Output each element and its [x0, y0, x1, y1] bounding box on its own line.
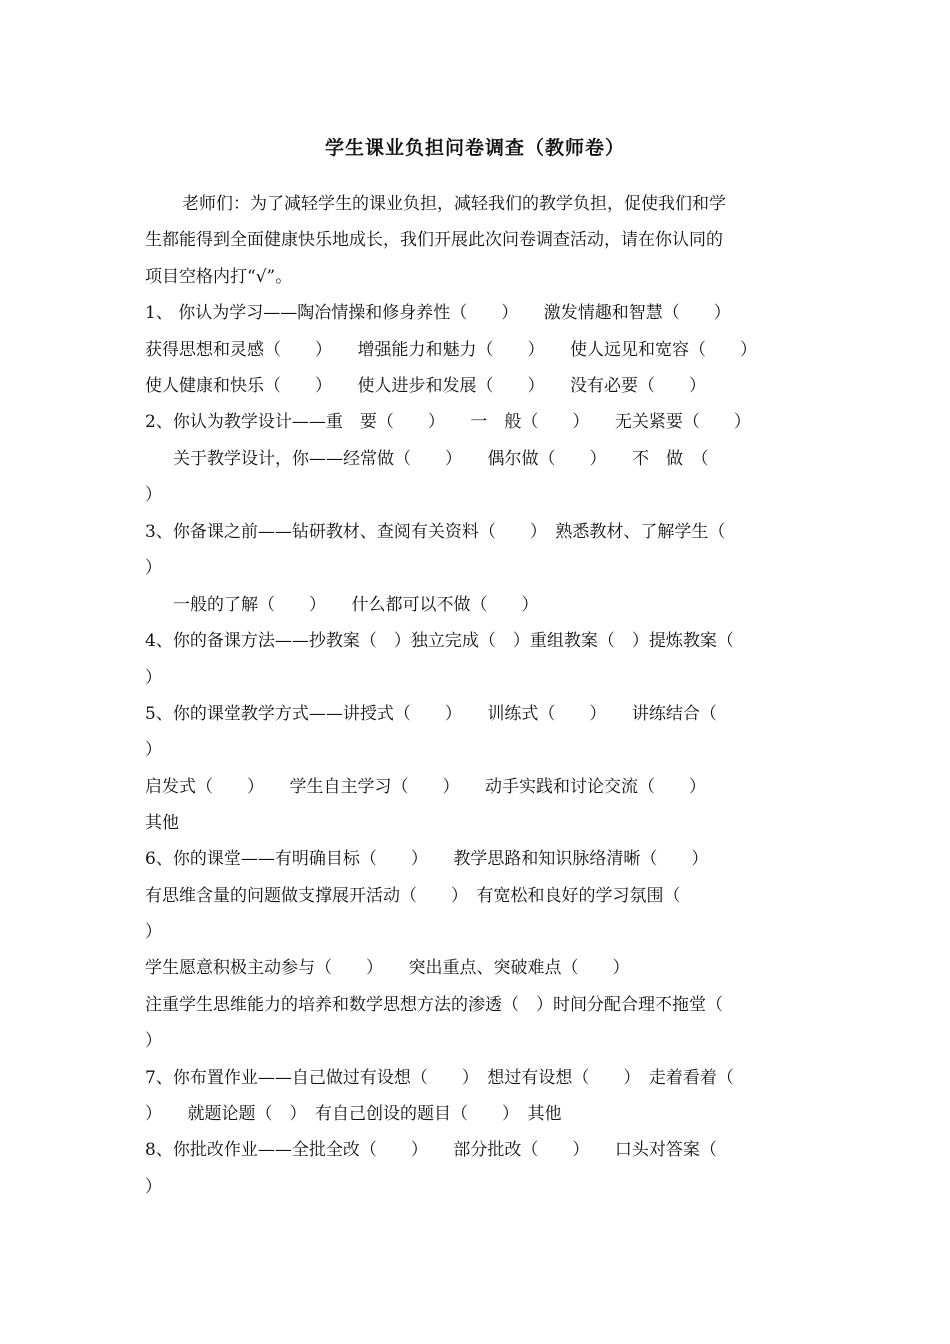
text-line-q7-b: ） 就题论题（ ） 有自己创设的题目（ ） 其他	[145, 1104, 562, 1124]
text-line-intro-1: 老师们：为了减轻学生的课业负担，减轻我们的教学负担，促使我们和学	[182, 194, 726, 214]
text-line-q2-c: ）	[145, 485, 162, 505]
text-line-q6-c: ）	[145, 922, 162, 942]
text-line-q6-e: 注重学生思维能力的培养和数学思想方法的渗透（ ）时间分配合理不拖堂（	[145, 995, 723, 1015]
text-line-q8-a: 8、你批改作业——全批全改（ ） 部分批改（ ） 口头对答案（	[145, 1140, 717, 1160]
text-line-q6-b: 有思维含量的问题做支撑展开活动（ ） 有宽松和良好的学习氛围（	[145, 886, 681, 906]
text-line-intro-2: 生都能得到全面健康快乐地成长，我们开展此次问卷调查活动，请在你认同的	[145, 230, 723, 250]
document-title: 学生课业负担问卷调查（教师卷）	[324, 137, 625, 159]
text-line-intro-3: 项目空格内打“√”。	[145, 267, 293, 287]
text-line-q5-b: ）	[145, 740, 162, 760]
text-line-q6-d: 学生愿意积极主动参与（ ） 突出重点、突破难点（ ）	[145, 958, 630, 978]
text-line-q3-a: 3、你备课之前——钻研教材、查阅有关资料（ ） 熟悉教材、了解学生（	[145, 522, 726, 542]
text-line-q5-d: 其他	[145, 813, 179, 833]
text-line-q1-a: 1、 你认为学习——陶冶情操和修身养性（ ） 激发情趣和智慧（ ）	[145, 303, 731, 323]
text-line-q6-f: ）	[145, 1031, 162, 1051]
text-line-q6-a: 6、你的课堂——有明确目标（ ） 教学思路和知识脉络清晰（ ）	[145, 849, 709, 869]
text-line-q1-b: 获得思想和灵感（ ） 增强能力和魅力（ ） 使人远见和宽容（ ）	[145, 340, 757, 360]
text-line-q3-c: 一般的了解（ ） 什么都可以不做（ ）	[173, 595, 539, 615]
text-line-q4-b: ）	[145, 668, 162, 688]
text-line-q1-c: 使人健康和快乐（ ） 使人进步和发展（ ） 没有必要（ ）	[145, 376, 706, 396]
text-line-q3-b: ）	[145, 558, 162, 578]
text-line-q7-a: 7、你布置作业——自己做过有设想（ ） 想过有设想（ ） 走着看着（	[145, 1068, 734, 1088]
text-line-q4-a: 4、你的备课方法——抄教案（ ）独立完成（ ）重组教案（ ）提炼教案（	[145, 631, 734, 651]
text-line-q5-a: 5、你的课堂教学方式——讲授式（ ） 训练式（ ） 讲练结合（	[145, 704, 717, 724]
text-line-q5-c: 启发式（ ） 学生自主学习（ ） 动手实践和讨论交流（ ）	[145, 777, 706, 797]
text-line-q2-b: 关于教学设计，你——经常做（ ） 偶尔做（ ） 不 做 （	[173, 449, 709, 469]
text-line-q2-a: 2、你认为教学设计——重 要（ ） 一 般（ ） 无关紧要（ ）	[145, 412, 751, 432]
text-line-q8-b: ）	[145, 1177, 162, 1197]
